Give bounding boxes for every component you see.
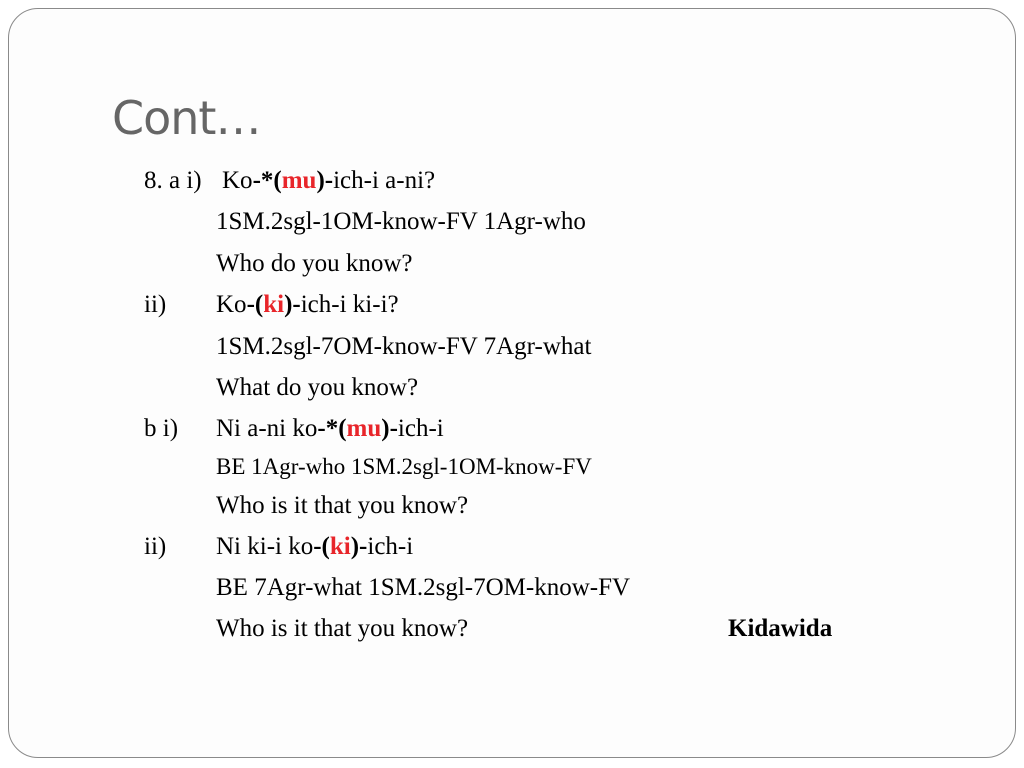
translation-text: What do you know?	[216, 374, 419, 401]
form-prefix: Ni ki-i ko	[216, 533, 314, 560]
example-marker: 8. a i)	[144, 167, 202, 194]
form-bracket-open: -(	[246, 291, 264, 318]
form-suffix: ich-i	[397, 415, 444, 442]
form-bracket-close: )-	[316, 167, 334, 194]
slide-title: Cont…	[112, 91, 261, 145]
gloss-text: 1SM.2sgl-1OM-know-FV 1Agr-who	[216, 208, 586, 235]
example-form	[216, 532, 413, 562]
example-marker: ii)	[144, 533, 167, 560]
object-marker-highlight: mu	[281, 167, 317, 194]
example-form	[222, 166, 435, 196]
gloss-text: BE 1Agr-who 1SM.2sgl-1OM-know-FV	[216, 454, 592, 479]
form-suffix: ich-i ki-i?	[300, 291, 399, 318]
gloss-text: 1SM.2sgl-7OM-know-FV 7Agr-what	[216, 333, 592, 360]
form-prefix: Ko	[222, 167, 253, 194]
form-bracket-close: )-	[350, 533, 368, 560]
form-bracket-close: )-	[284, 291, 301, 318]
translation-text: Who do you know?	[216, 250, 413, 277]
translation-text: Who is it that you know?	[216, 492, 469, 519]
object-marker-highlight: mu	[346, 415, 382, 442]
object-marker-highlight: ki	[263, 291, 285, 318]
form-prefix: Ni a-ni ko	[216, 415, 318, 442]
example-marker: b i)	[144, 415, 179, 442]
form-bracket-open: -*(	[317, 415, 347, 442]
form-suffix: ich-i a-ni?	[333, 167, 436, 194]
form-bracket-open: -*(	[252, 167, 282, 194]
translation-text: Who is it that you know?	[216, 615, 469, 642]
object-marker-highlight: ki	[329, 533, 351, 560]
form-bracket-close: )-	[381, 415, 398, 442]
example-form	[216, 414, 444, 444]
form-prefix: Ko	[216, 291, 247, 318]
example-marker: ii)	[144, 291, 167, 318]
gloss-text: BE 7Agr-what 1SM.2sgl-7OM-know-FV	[216, 574, 631, 601]
language-credit: Kidawida	[728, 615, 833, 642]
example-form	[216, 290, 399, 320]
form-suffix: ich-i	[367, 533, 414, 560]
form-bracket-open: -(	[313, 533, 330, 560]
